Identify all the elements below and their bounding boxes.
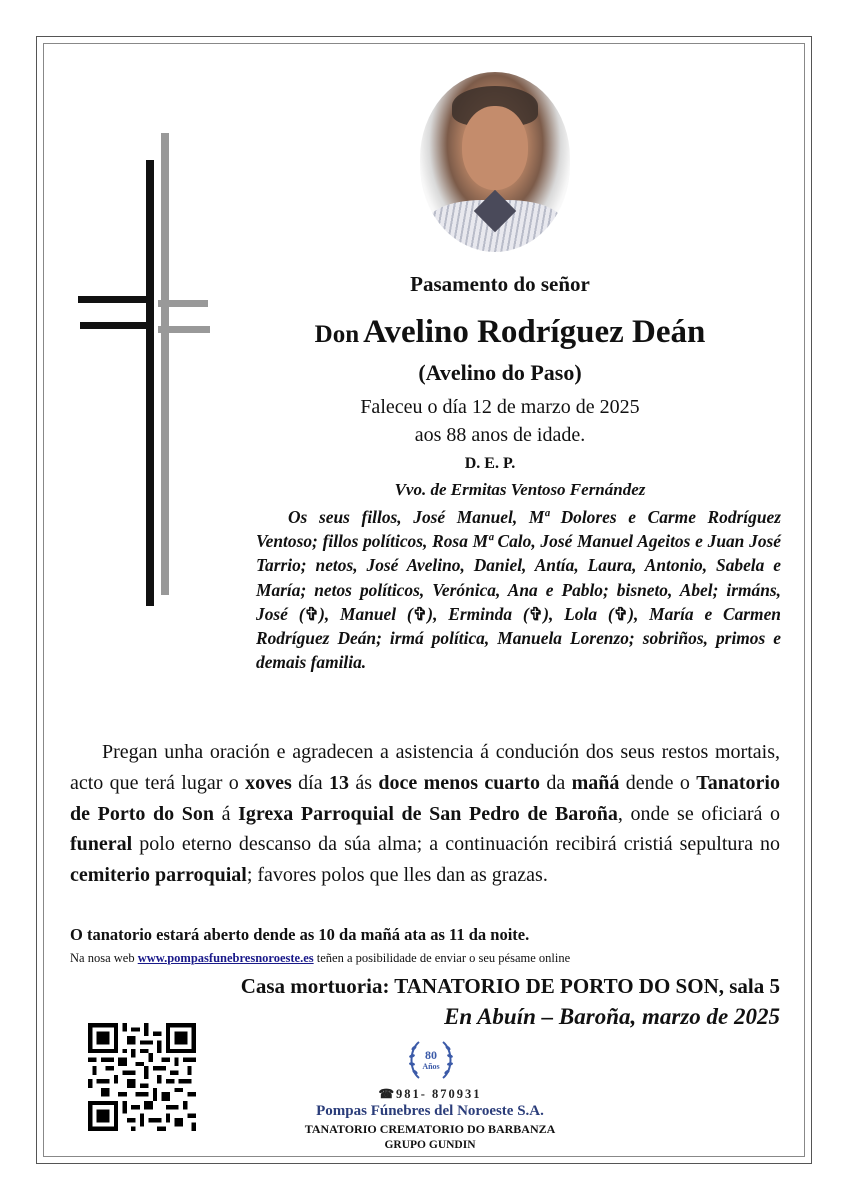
portrait-photo <box>420 72 570 252</box>
phone-number: ☎981- 870931 <box>378 1087 482 1101</box>
badge-number: 80 <box>425 1048 437 1062</box>
pasamento-heading: Pasamento do señor <box>410 272 590 296</box>
dep-text: D. E. P. <box>464 455 516 472</box>
company-name: Pompas Fúnebres del Noroeste S.A. <box>316 1103 544 1119</box>
place-date: En Abuín – Baroña, marzo de 2025 <box>444 1004 780 1029</box>
casa-mortuoria: Casa mortuoria: TANATORIO DE PORTO DO SON, sala 5 <box>240 974 780 998</box>
qr-code-icon[interactable] <box>88 1023 196 1131</box>
cross-small-icon: ✞ <box>613 603 629 624</box>
cross-small-icon: ✞ <box>412 603 428 624</box>
crematorio-name: TANATORIO CREMATORIO DO BARBANZA <box>304 1122 556 1136</box>
family-list: Os seus fillos, José Manuel, Mª Dolores e Carme Rodríguez Ventoso; fillos políticos, Rosa Mª Calo, José Manuel Ageitos e Juan José Tarrio; netos, José Avelino, Daniel, Antía, Laura, Antonio, Sabela e María; netos políticos, Verónica, Ana e Pablo; bisneto, Abel; irmáns, José (✞), Manuel (✞), Erminda (✞), Lola (✞), María e Carmen Rodríguez Deán; irmá política, Manuela Lorenzo; sobriños, primos e demais familia. <box>256 507 781 673</box>
honorific: Don <box>314 321 360 348</box>
ceremony-paragraph: Pregan unha oración e agradecen a asistencia á condución dos seus restos mortais, acto que terá lugar o xoves día 13 ás doce menos cuarto da mañá dende o Tanatorio de Porto do Son á Igrexa Parroquial de San Pedro de Baroña, onde se oficiará o funeral polo eterno descanso da súa alma; a continuación recibirá cristiá sepultura no cemiterio parroquial; favores polos que lles dan as grazas. <box>70 741 780 887</box>
nickname: (Avelino do Paso) <box>418 360 582 385</box>
widower-line: Vvo. de Ermitas Ventoso Fernández <box>394 480 646 499</box>
badge-text: Años <box>422 1062 440 1071</box>
web-note: Na nosa web www.pompasfunebresnoroeste.es teñen a posibilidade de enviar o seu pésame online <box>70 951 571 965</box>
deceased-name <box>250 314 770 351</box>
website-link[interactable]: www.pompasfunebresnoroeste.es <box>137 951 314 965</box>
group-name: GRUPO GUNDIN <box>384 1139 476 1151</box>
cross-small-icon: ✞ <box>528 603 544 624</box>
age: aos 88 anos de idade. <box>414 424 586 446</box>
cross-small-icon: ✞ <box>304 603 320 624</box>
tanatorio-hours: O tanatorio estará aberto dende as 10 da mañá ata as 11 da noite. <box>70 925 530 944</box>
anniversary-badge-icon <box>405 1034 457 1086</box>
death-date: Faleceu o día 12 de marzo de 2025 <box>360 396 640 418</box>
full-name: Avelino Rodríguez Deán <box>363 314 706 350</box>
